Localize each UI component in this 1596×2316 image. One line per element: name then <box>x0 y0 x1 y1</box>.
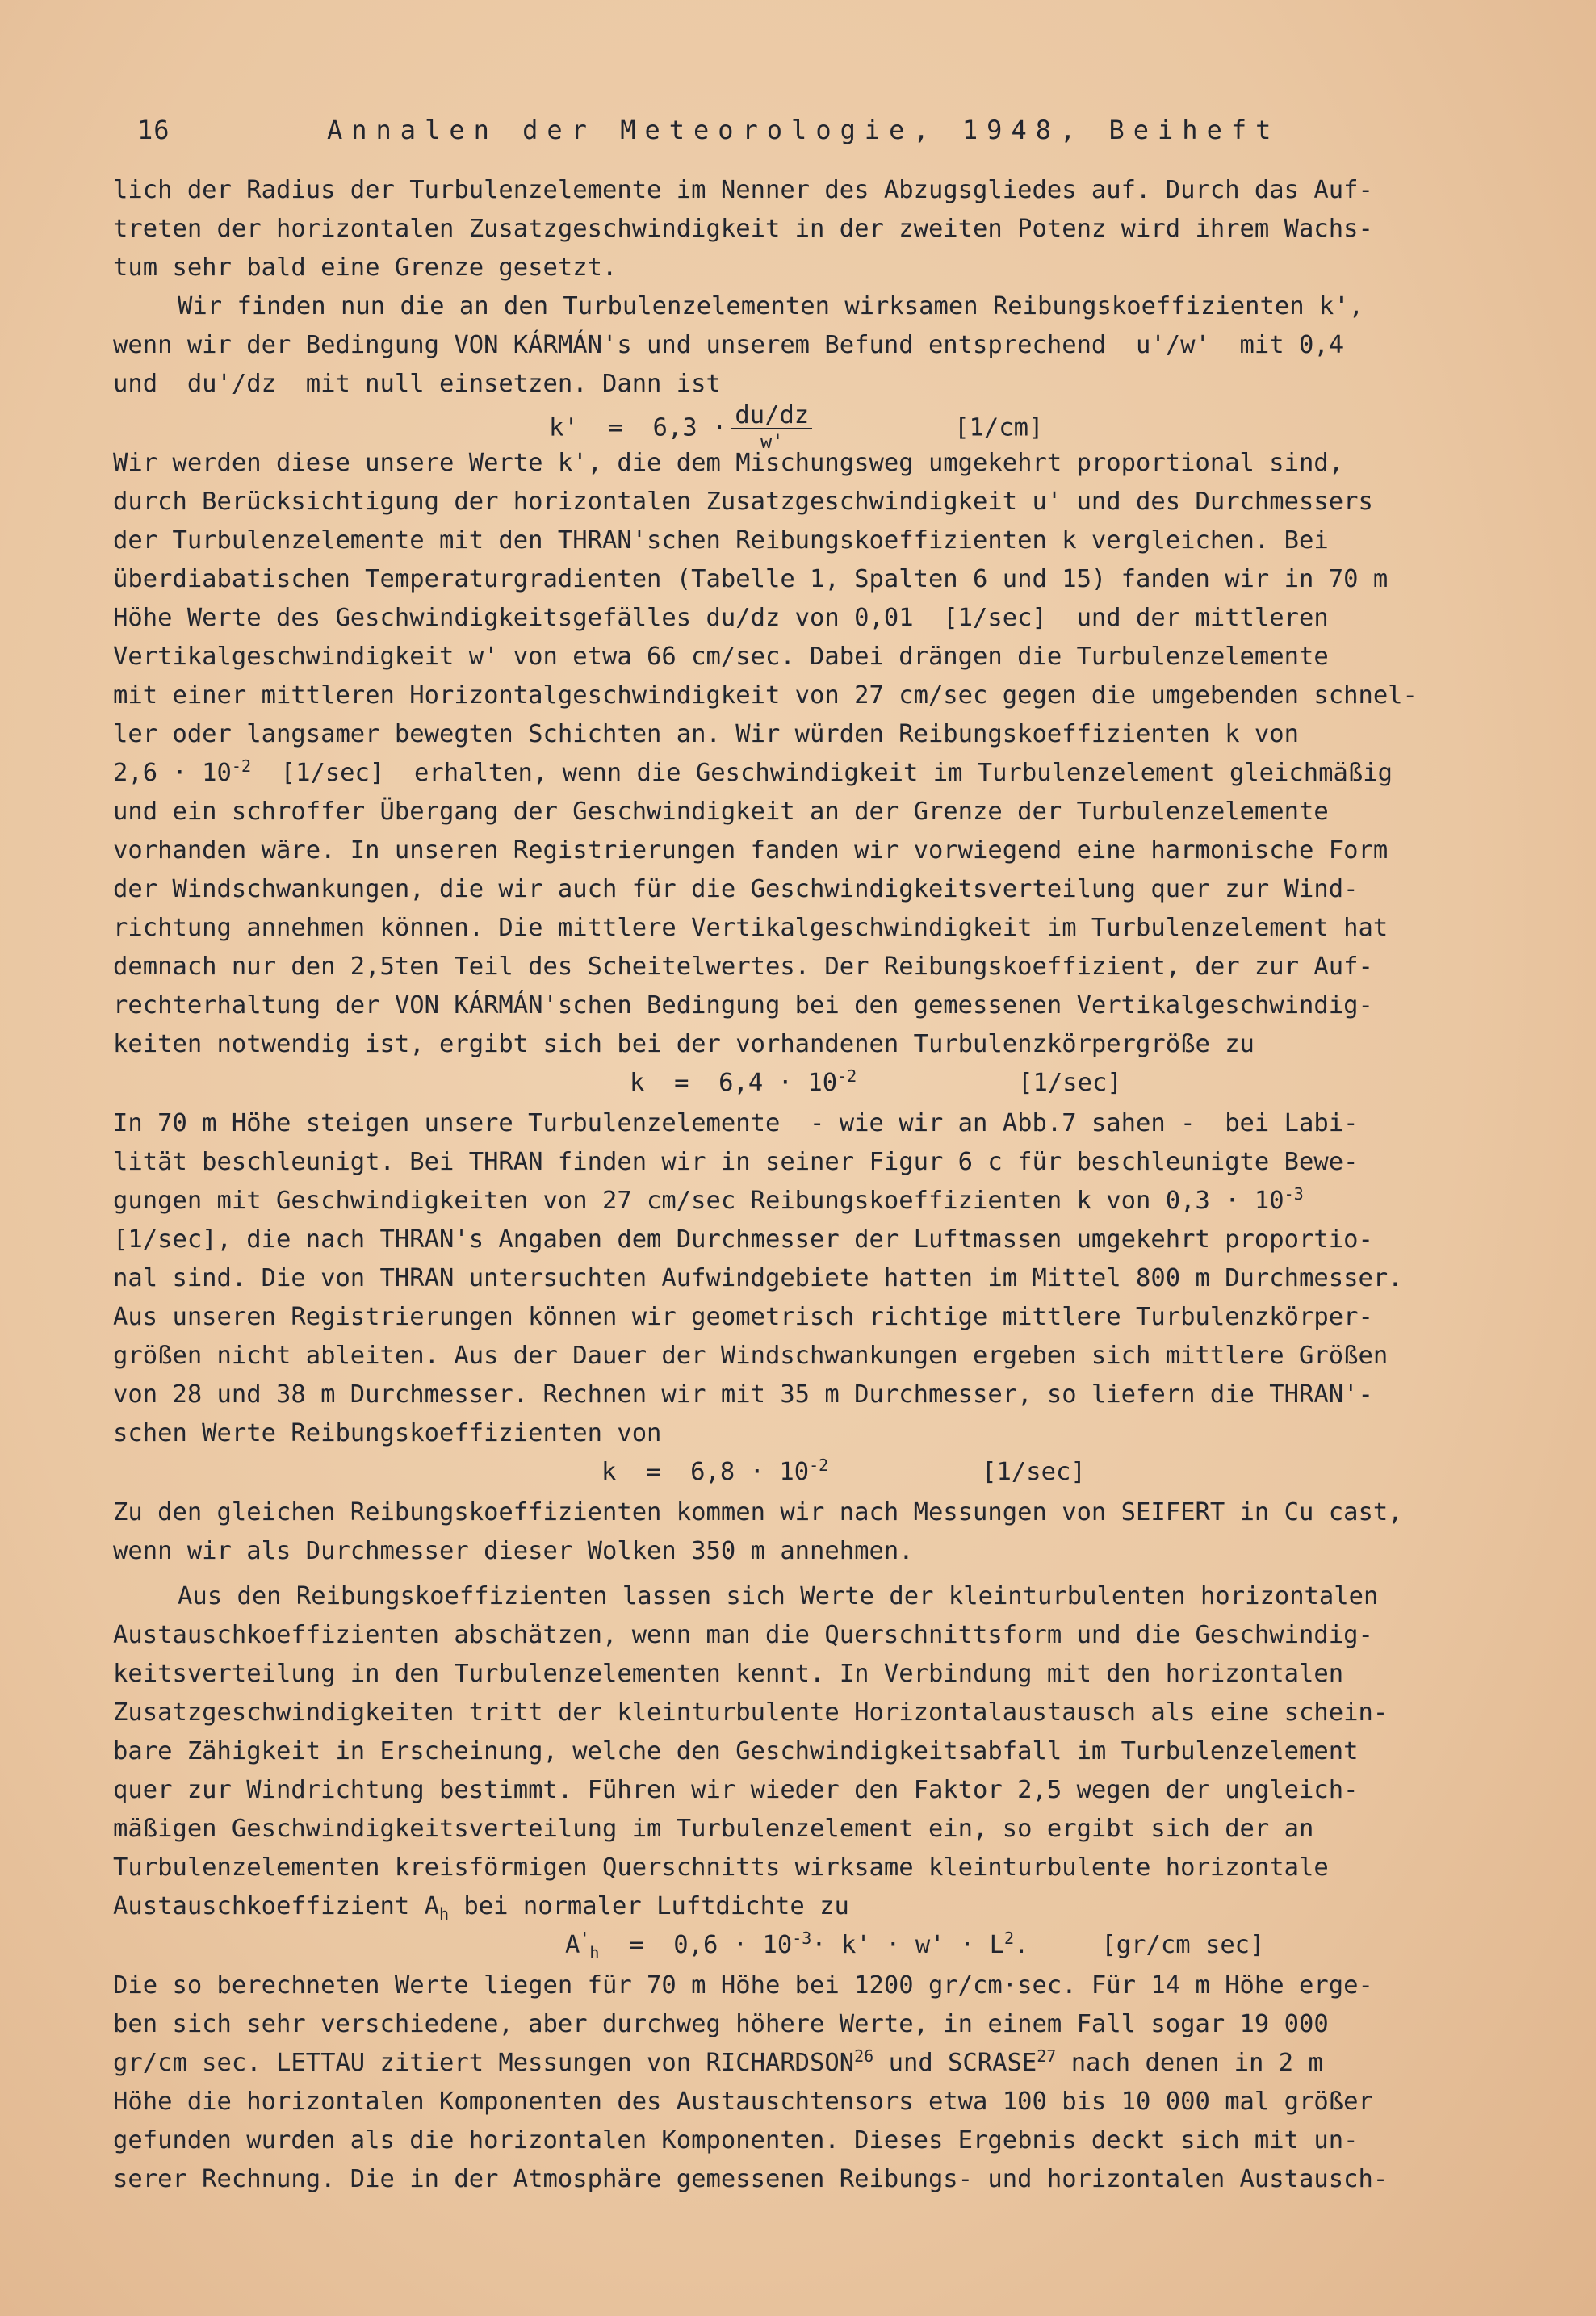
text-line: Aus unseren Registrierungen können wir geometrisch richtige mittlere Turbulenzkörper- <box>113 1303 1373 1331</box>
line-start: gr/cm sec. LETTAU zitiert Messungen von RICHARDSON <box>113 2049 855 2077</box>
text-line: In 70 m Höhe steigen unsere Turbulenzelemente - wie wir an Abb.7 sahen - bei Labi- <box>113 1109 1359 1137</box>
equation-lhs: k' = 6,3 · <box>549 413 727 442</box>
text-line: Höhe Werte des Geschwindigkeitsgefälles du/dz von 0,01 [1/sec] und der mittleren <box>113 604 1329 632</box>
text-line: Austauschkoeffizienten abschätzen, wenn man die Querschnittsform und die Geschwindig- <box>113 1621 1373 1649</box>
text-line: wenn wir der Bedingung VON KÁRMÁN's und unserem Befund entsprechend u'/w' mit 0,4 <box>113 331 1344 359</box>
equation-mid: = 0,6 · 10 <box>599 1931 793 1959</box>
equation-unit: [1/cm] <box>954 413 1044 442</box>
text-line: serer Rechnung. Die in der Atmosphäre gemessenen Reibungs- und horizontalen Austausch- <box>113 2165 1389 2193</box>
equation-dot: . <box>1014 1931 1029 1959</box>
text-line: ben sich sehr verschiedene, aber durchweg höhere Werte, in einem Fall sogar 19 000 <box>113 2010 1329 2038</box>
text-line: und ein schroffer Übergang der Geschwindigkeit an der Grenze der Turbulenzelemente <box>113 798 1329 826</box>
line-mid: und SCRASE <box>873 2049 1037 2077</box>
text-line: der Turbulenzelemente mit den THRAN'schen Reibungskoeffizienten k vergleichen. Bei <box>113 526 1329 555</box>
body-text <box>113 171 1502 2199</box>
text-line: der Windschwankungen, die wir auch für die Geschwindigkeitsverteilung quer zur Wind- <box>113 875 1359 903</box>
text-line: Zusatzgeschwindigkeiten tritt der kleinturbulente Horizontalaustausch als eine schein- <box>113 1698 1389 1727</box>
text-line: demnach nur den 2,5ten Teil des Scheitelwertes. Der Reibungskoeffizient, der zur Auf- <box>113 953 1373 981</box>
text-line: Turbulenzelementen kreisförmigen Querschnitts wirksame kleinturbulente horizontale <box>113 1853 1329 1882</box>
text-line <box>113 754 1502 793</box>
subscript: h <box>589 1943 600 1963</box>
line-rest: erhalten, wenn die Geschwindigkeit im Turbulenzelement gleichmäßig <box>414 759 1393 787</box>
text-line: keitsverteilung in den Turbulenzelementen kennt. In Verbindung mit den horizontalen <box>113 1660 1344 1688</box>
text-line: nal sind. Die von THRAN untersuchten Aufwindgebiete hatten im Mittel 800 m Durchmesser. <box>113 1264 1403 1292</box>
text-line: Zu den gleichen Reibungskoeffizienten kommen wir nach Messungen von SEIFERT in Cu cast, <box>113 1498 1403 1527</box>
text-line: lität beschleunigt. Bei THRAN finden wir in seiner Figur 6 c für beschleunigte Bewe- <box>113 1148 1359 1176</box>
page-header <box>137 115 1348 145</box>
equation-unit: [1/sec] <box>1018 1069 1122 1097</box>
running-title: Annalen der Meteorologie, 1948, Beiheft <box>327 115 1280 145</box>
text-line: lich der Radius der Turbulenzelemente im Nenner des Abzugsgliedes auf. Durch das Auf- <box>113 176 1373 204</box>
text-line: mäßigen Geschwindigkeitsverteilung im Turbulenzelement ein, so ergibt sich der an <box>113 1815 1314 1843</box>
text-line: Die so berechneten Werte liegen für 70 m Höhe bei 1200 gr/cm·sec. Für 14 m Höhe erge- <box>113 1971 1373 2000</box>
text-line: Höhe die horizontalen Komponenten des Austauschtensors etwa 100 bis 10 000 mal größer <box>113 2088 1373 2116</box>
equation-k-6-8 <box>113 1453 1502 1493</box>
text-line: wenn wir als Durchmesser dieser Wolken 350 m annehmen. <box>113 1537 914 1565</box>
equation-unit: [gr/cm sec] <box>1101 1931 1265 1959</box>
text-line: keiten notwendig ist, ergibt sich bei der vorhandenen Turbulenzkörpergröße zu <box>113 1030 1255 1058</box>
subscript: h <box>438 1904 450 1924</box>
text-line: rechterhaltung der VON KÁRMÁN'schen Bedingung bei den gemessenen Vertikalgeschwindig- <box>113 991 1373 1020</box>
exponent: -3 <box>792 1928 812 1948</box>
equation-lhs: k = 6,8 · 10 <box>601 1458 810 1486</box>
text-line: schen Werte Reibungskoeffizienten von <box>113 1419 662 1447</box>
text-line <box>113 287 1502 326</box>
text-line: richtung annehmen können. Die mittlere Vertikalgeschwindigkeit im Turbulenzelement hat <box>113 914 1389 942</box>
text-line: durch Berücksichtigung der horizontalen Zusatzgeschwindigkeit u' und des Durchmessers <box>113 488 1373 516</box>
equation-symbol: A <box>565 1931 580 1959</box>
exponent: -2 <box>809 1455 829 1475</box>
text-line: und du'/dz mit null einsetzen. Dann ist <box>113 370 721 398</box>
text-line: von 28 und 38 m Durchmesser. Rechnen wir mit 35 m Durchmesser, so liefern die THRAN'- <box>113 1380 1373 1409</box>
paragraph-start: Wir finden nun die an den Turbulenzelementen wirksamen Reibungskoeffizienten k', <box>178 292 1364 320</box>
equation-tail: · k' · w' · L <box>811 1931 1004 1959</box>
equation-unit: [1/sec] <box>982 1458 1086 1486</box>
equation-lhs: k = 6,4 · 10 <box>630 1069 838 1097</box>
text-line: quer zur Windrichtung bestimmt. Führen wir wieder den Faktor 2,5 wegen der ungleich- <box>113 1776 1359 1804</box>
text-line <box>113 1182 1502 1221</box>
text-line <box>113 2044 1502 2083</box>
equation-austausch <box>113 1926 1502 1966</box>
text-line: bare Zähigkeit in Erscheinung, welche den Geschwindigkeitsabfall im Turbulenzelement <box>113 1737 1359 1765</box>
equation-k-6-4 <box>113 1064 1502 1104</box>
exponent: 2 <box>1004 1928 1015 1948</box>
line-rest: nach denen in 2 m <box>1056 2049 1323 2077</box>
text-line: größen nicht ableiten. Aus der Dauer der Windschwankungen ergeben sich mittlere Größen <box>113 1342 1389 1370</box>
page-number: 16 <box>137 115 170 145</box>
text-line: Vertikalgeschwindigkeit w' von etwa 66 cm/sec. Dabei drängen die Turbulenzelemente <box>113 643 1329 671</box>
equation-k-prime <box>113 401 1502 453</box>
exponent: -2 <box>837 1066 857 1086</box>
line-start: Austauschkoeffizient A <box>113 1892 439 1920</box>
text-line <box>113 1577 1502 1616</box>
fraction-numerator: du/dz <box>731 404 812 429</box>
text-line: überdiabatischen Temperaturgradienten (Tabelle 1, Spalten 6 und 15) fanden wir in 70 m <box>113 565 1389 593</box>
exponent: -3 <box>1284 1183 1304 1204</box>
text-line: [1/sec], die nach THRAN's Angaben dem Durchmesser der Luftmassen umgekehrt proportio- <box>113 1225 1373 1254</box>
text-line: ler oder langsamer bewegten Schichten an. Wir würden Reibungskoeffizienten k von <box>113 720 1300 748</box>
text-line: mit einer mittleren Horizontalgeschwindigkeit von 27 cm/sec gegen die umgebenden schnel- <box>113 681 1418 710</box>
text-line: gefunden wurden als die horizontalen Komponenten. Dieses Ergebnis deckt sich mit un- <box>113 2126 1359 2155</box>
paragraph-start: Aus den Reibungskoeffizienten lassen sich Werte der kleinturbulenten horizontalen <box>178 1582 1379 1610</box>
inline-value: 2,6 · 10 <box>113 759 232 787</box>
footnote-ref: 27 <box>1037 2046 1057 2066</box>
text-line <box>113 1887 1502 1926</box>
text-line: vorhanden wäre. In unseren Registrierungen fanden wir vorwiegend eine harmonische Form <box>113 836 1389 865</box>
prime: ' <box>580 1928 590 1948</box>
text-line: Wir werden diese unsere Werte k', die dem Mischungsweg umgekehrt proportional sind, <box>113 449 1344 477</box>
line-rest: bei normaler Luftdichte zu <box>449 1892 849 1920</box>
footnote-ref: 26 <box>854 2046 874 2066</box>
text-line: treten der horizontalen Zusatzgeschwindigkeit in der zweiten Potenz wird ihrem Wachs- <box>113 215 1373 243</box>
text-line: tum sehr bald eine Grenze gesetzt. <box>113 253 618 282</box>
fraction-denominator: w' <box>760 430 784 453</box>
inline-unit: [1/sec] <box>280 759 385 787</box>
exponent: -2 <box>231 756 251 776</box>
line-start: gungen mit Geschwindigkeiten von 27 cm/sec Reibungskoeffizienten k von 0,3 · 10 <box>113 1187 1284 1215</box>
